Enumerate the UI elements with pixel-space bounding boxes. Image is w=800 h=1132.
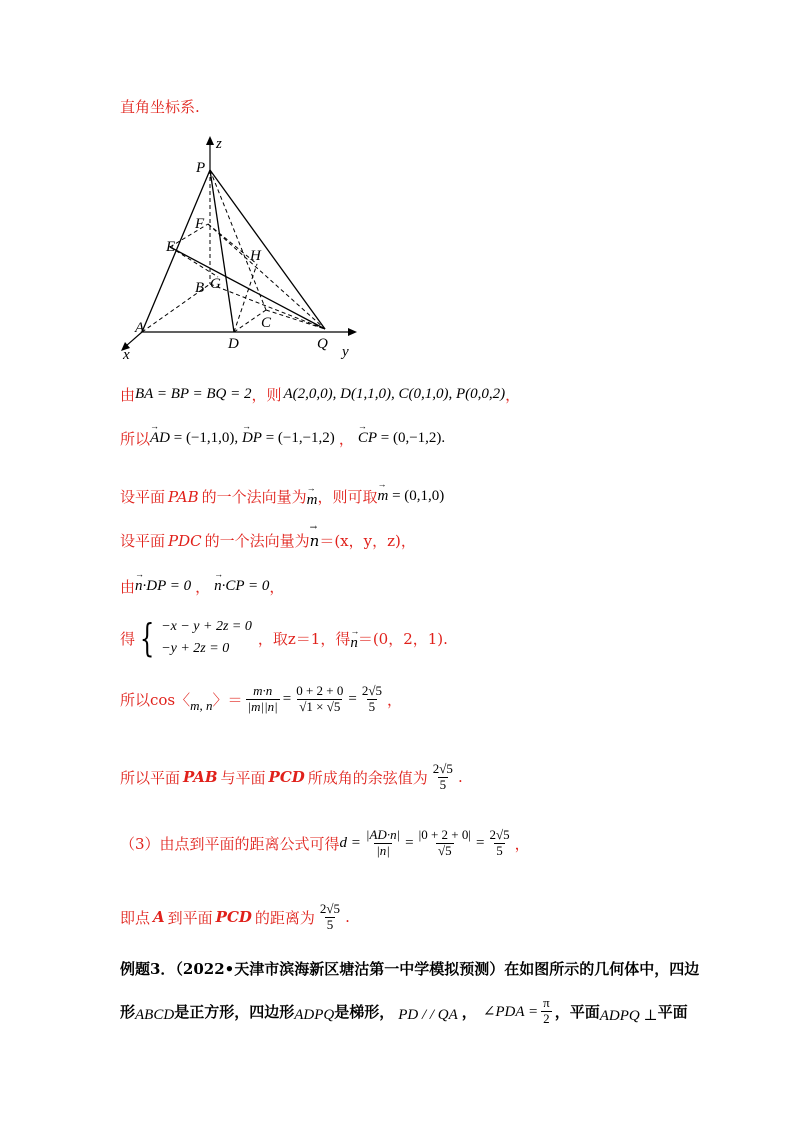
geometry-figure xyxy=(110,132,370,362)
label-H: H xyxy=(250,248,261,264)
label-x: x xyxy=(123,347,130,362)
solution-line-7: 所以cos〈 m, n 〉＝ $\frac{m\cdot n}{|m||n|}$ = $\frac{0 + 2 + 0}{√1 \times √5}$ = $\frac{2√5}{5}$ ， xyxy=(120,683,402,714)
solution-line-10: 即点 A 到平面 PCD 的距离为 $\frac{2√5}{5}$ . xyxy=(120,901,350,932)
label-B: B xyxy=(195,280,205,296)
label-P: P xyxy=(196,160,206,176)
intro-text: 直角坐标系. xyxy=(120,98,200,116)
solution-line-3: 设平面 PAB 的一个法向量为 → m ，则可取 → m = (0,1,0) xyxy=(120,484,444,509)
solution-line-5: 由 → n·DP = 0 ， → n·CP = 0 ， xyxy=(120,576,284,597)
equation-system: { −x − y + 2z = 0 −y + 2z = 0 xyxy=(139,616,252,660)
label-G: G xyxy=(210,276,221,292)
solution-line-4: 设平面 PDC 的一个法向量为 → n ＝(x，y，z)， xyxy=(120,530,416,551)
solution-line-1: 由 BA = BP = BQ = 2 ，则 A(2,0,0), D(1,1,0), C(0,1,0), P(0,0,2) ， xyxy=(120,386,521,404)
example-3-line-1: 例题3．（2022•天津市滨海新区塘沽第一中学模拟预测）在如图所示的几何体中，四边 xyxy=(120,960,700,978)
solution-line-9: （3）由点到平面的距离公式可得 d = $\frac{|AD\cdot n|}{|n|}$ = $\frac{|0 + 2 + 0|}{√5}$ = $\frac{2√5}{5}$ ， xyxy=(120,827,530,858)
solution-line-2: 所以 → AD = (−1,1,0), → DP = (−1,−1,2) ， → CP = (0,−1,2). xyxy=(120,428,445,449)
label-F: F xyxy=(195,216,205,232)
label-D: D xyxy=(228,336,239,352)
solution-line-6: 得 { −x − y + 2z = 0 −y + 2z = 0 ，取z＝1，得 → n ＝(0，2，1). xyxy=(120,616,448,660)
label-C: C xyxy=(261,315,272,331)
example-3-line-2: 形 ABCD 是正方形，四边形 ADPQ 是梯形， PD / / QA ， ∠PDA = $\frac{\pi}{2}$ ，平面 ADPQ ⊥ 平面 xyxy=(120,995,688,1026)
label-y: y xyxy=(342,344,349,360)
label-z: z xyxy=(216,136,222,152)
label-E: E xyxy=(166,239,176,255)
solution-line-8: 所以平面 PAB 与平面 PCD 所成角的余弦值为 $\frac{2√5}{5}$ . xyxy=(120,761,463,792)
label-A: A xyxy=(135,320,145,336)
label-Q: Q xyxy=(317,336,328,352)
